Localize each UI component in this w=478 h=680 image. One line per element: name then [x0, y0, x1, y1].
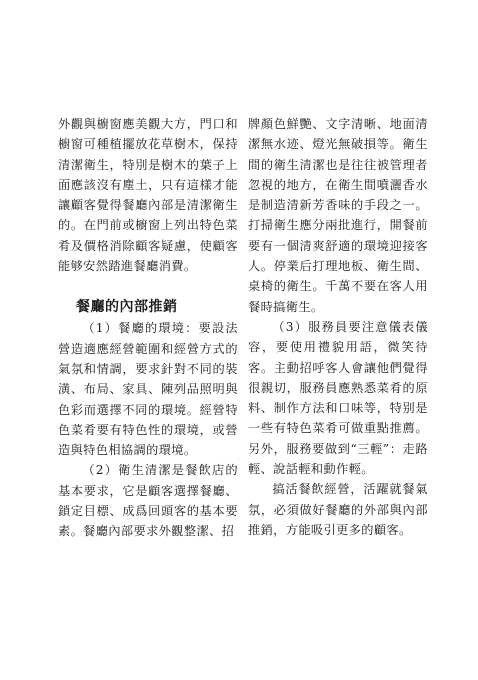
hygiene-paragraph-start: （2）衛生清潔是餐飲店的基本要求，它是顧客選擇餐廳、鎖定目標、成爲回頭客的基本要素。餐廳內部要求外觀整潔、招	[58, 463, 238, 539]
section-heading: 餐廳的內部推銷	[76, 299, 178, 316]
conclusion-paragraph: 搞活餐飲經營，活躍就餐氣氛，必須做好餐廳的外部與內部推銷，方能吸引更多的顧客。	[248, 482, 428, 537]
left-column	[58, 114, 238, 542]
intro-paragraph: 外觀與櫥窗應美觀大方，門口和櫥窗可種植擺放花草樹木，保持清潔衛生，特別是樹木的葉子上面應該沒有塵土，只有這樣才能讓顧客覺得餐廳內部是清潔衛生的。在門前或櫥窗上列出特色菜肴及價格消除顧客疑慮，使顧客能够安然踏進餐廳消費。	[58, 117, 238, 274]
environment-paragraph: （1）餐廳的環境：要設法營造適應經營範圍和經營方式的氣氛和情調，要求針對不同的裝潢、布局、家具、陳列品照明與色彩而選擇不同的環境。經營特色菜肴要有特色性的環境，或營造與特色相協調的環境。	[58, 321, 238, 458]
hygiene-paragraph-end: 牌顏色鮮艷、文字清晰、地面清潔無水迹、燈光無破損等。衛生間的衛生清潔也是往往被管理者忽視的地方，在衛生間噴灑香水是制造清新芳香味的手段之一。打掃衛生應分兩批進行，開餐前要有一個清爽舒適的環境迎接客人。停業后打理地板、衛生間、桌椅的衛生。千萬不要在客人用餐時搞衛生。	[248, 117, 428, 314]
service-paragraph: （3）服務員要注意儀表儀容，要使用禮貌用語，微笑待客。主動招呼客人會讓他們覺得很親切，服務員應熟悉菜肴的原料、制作方法和口味等，特别是一些有特色菜肴可做重點推薦。另外，服務要做到“三輕”：走路輕、說話輕和動作輕。	[248, 319, 428, 477]
right-column	[248, 114, 428, 540]
